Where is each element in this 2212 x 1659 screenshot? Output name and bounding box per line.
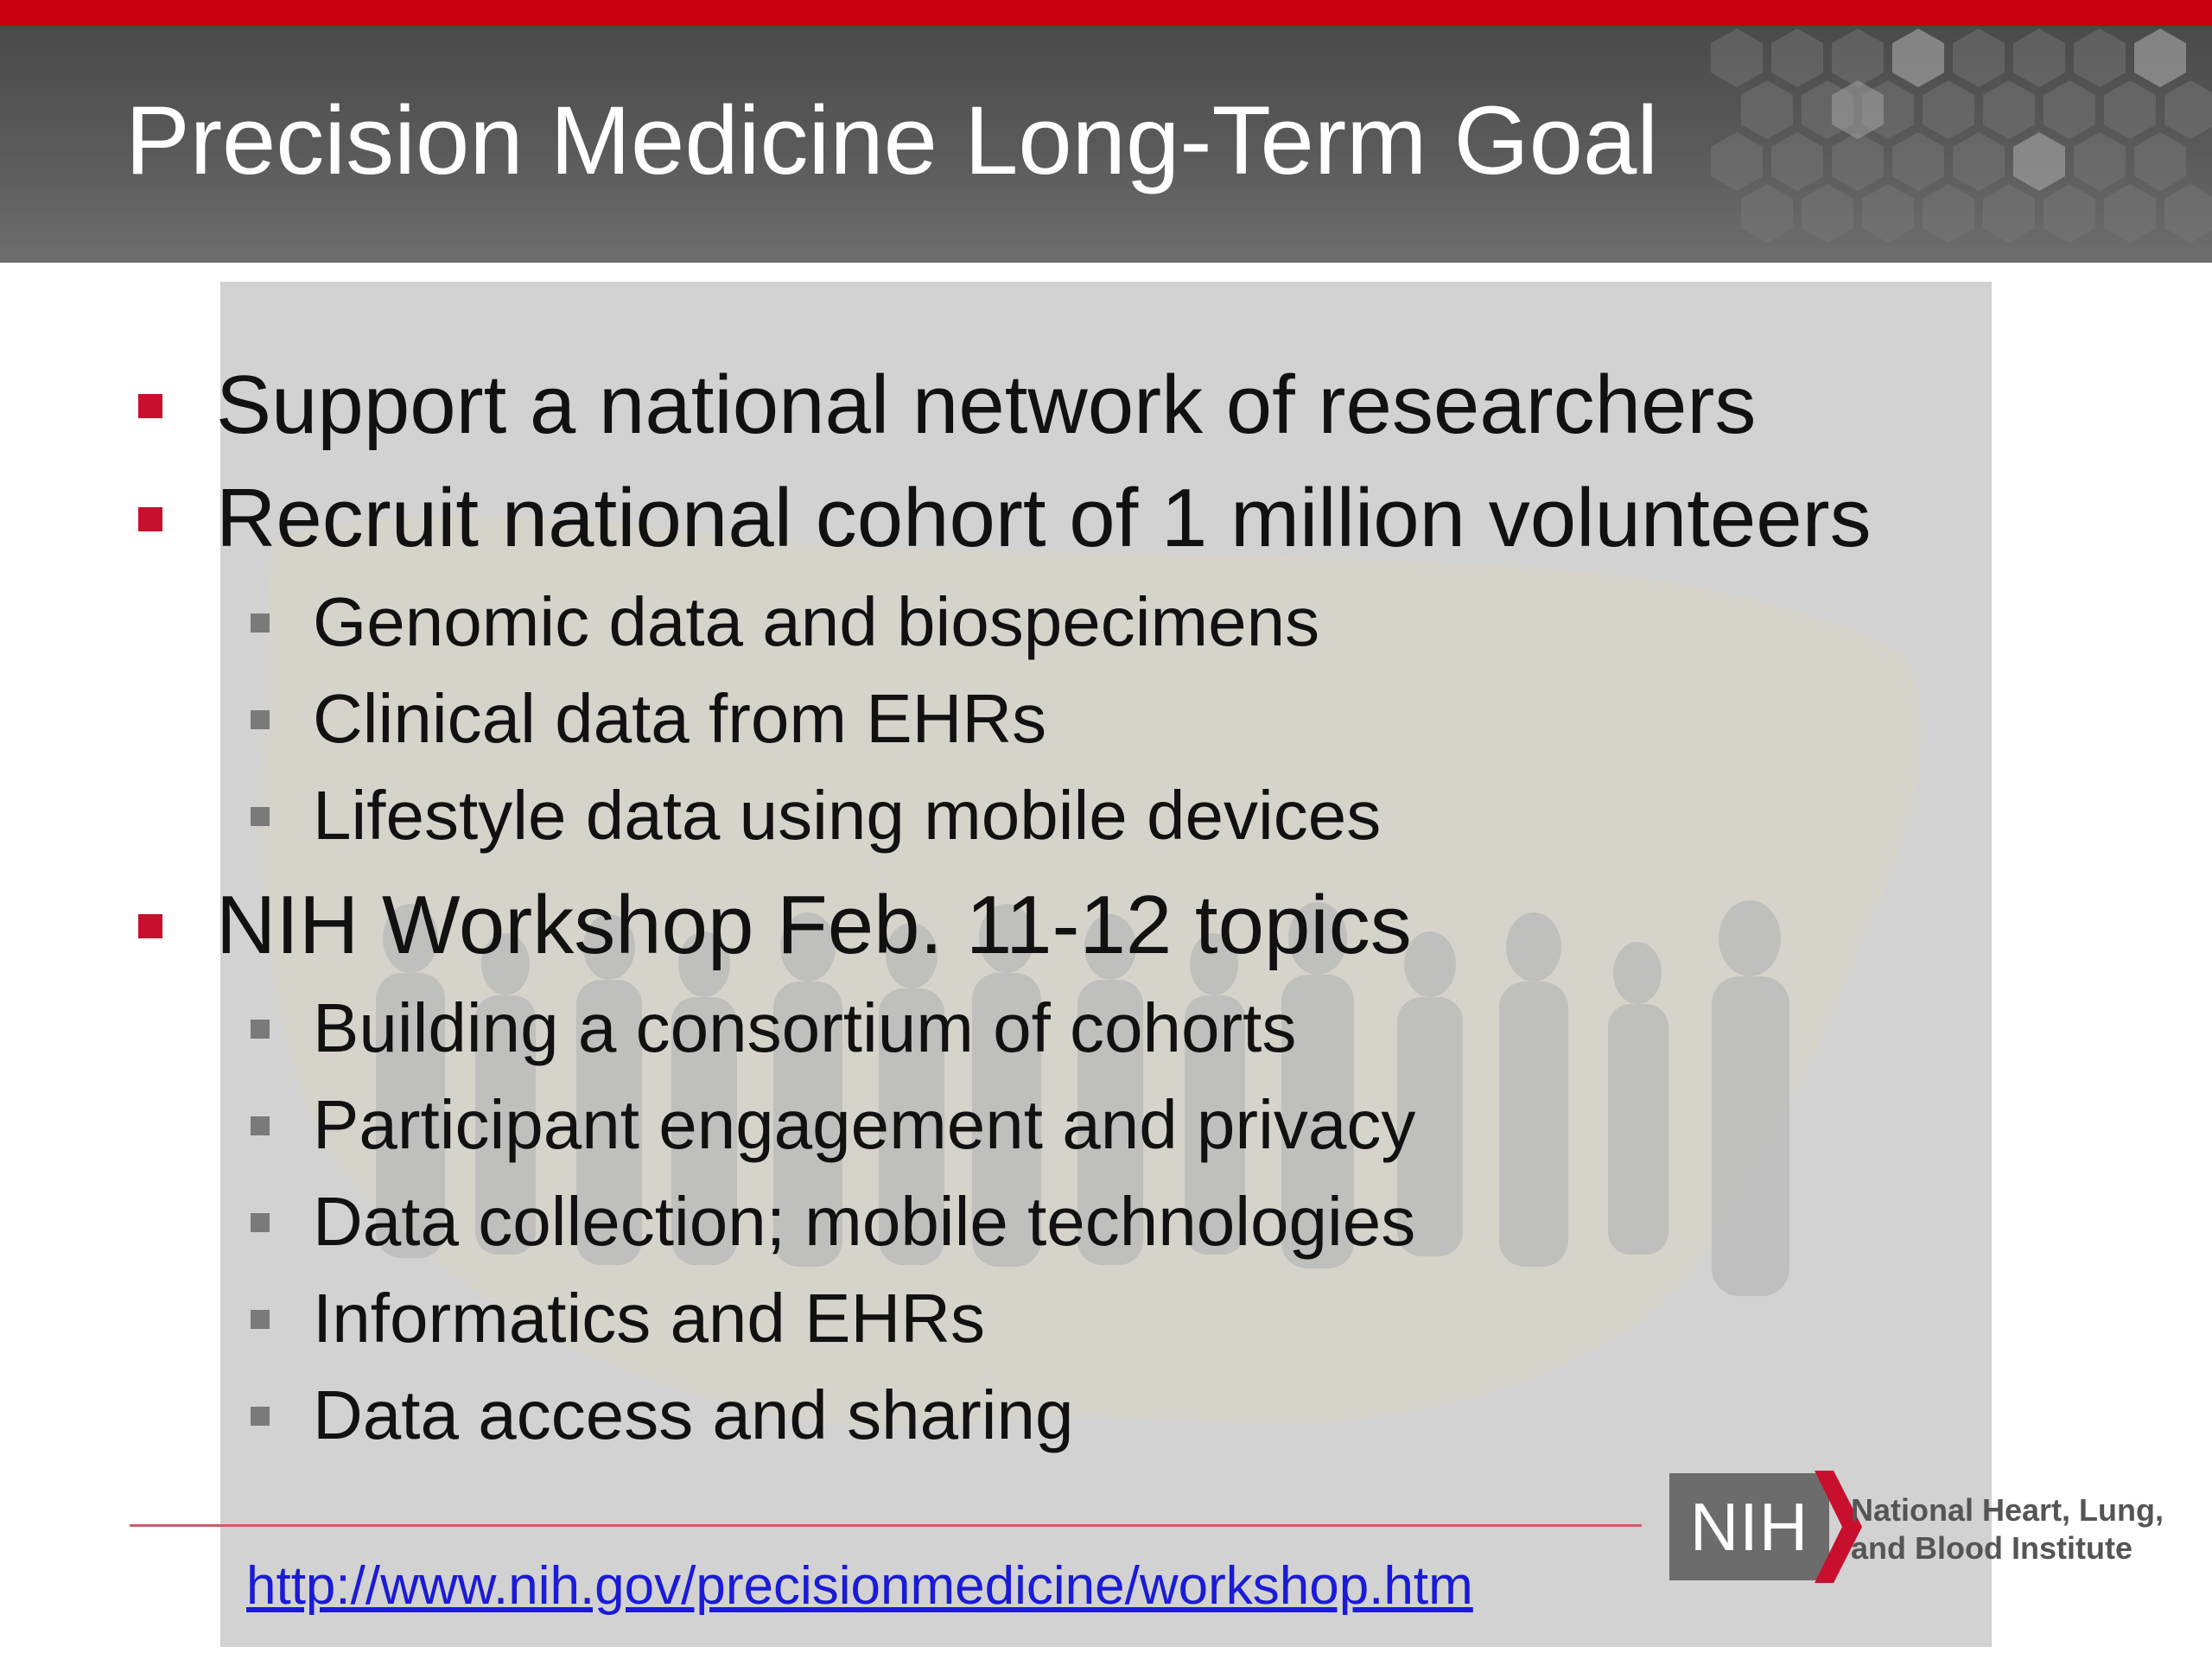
slide-title: Precision Medicine Long-Term Goal bbox=[125, 86, 1659, 194]
bullet-square-icon bbox=[138, 394, 162, 418]
bullet-text: Lifestyle data using mobile devices bbox=[313, 777, 1382, 854]
bullet-text: Data collection; mobile technologies bbox=[313, 1183, 1416, 1260]
bullet-text: Support a national network of researchers bbox=[216, 359, 1757, 451]
bullet-text: Recruit national cohort of 1 million volunteers bbox=[216, 472, 1872, 564]
sub-bullet-square-icon bbox=[251, 1213, 270, 1232]
sub-bullet-square-icon bbox=[251, 710, 270, 729]
nih-abbr: NIH bbox=[1689, 1489, 1809, 1565]
sub-bullet-square-icon bbox=[251, 1310, 270, 1329]
bullet-text: Clinical data from EHRs bbox=[313, 680, 1047, 757]
bullet-text: Genomic data and biospecimens bbox=[313, 583, 1320, 660]
bullet-text: Informatics and EHRs bbox=[313, 1280, 986, 1357]
bullet-square-icon bbox=[138, 914, 162, 938]
sub-bullet-square-icon bbox=[251, 1116, 270, 1135]
sub-bullet-square-icon bbox=[251, 1407, 270, 1426]
institute-name-line2: and Blood Institute bbox=[1851, 1530, 2133, 1566]
footer-divider bbox=[130, 1524, 1642, 1527]
sub-bullet-square-icon bbox=[251, 807, 270, 826]
bullet-text: Building a consortium of cohorts bbox=[313, 989, 1297, 1066]
bullet-text: Participant engagement and privacy bbox=[313, 1086, 1416, 1163]
workshop-link[interactable]: http://www.nih.gov/precisionmedicine/workshop.htm bbox=[246, 1556, 1473, 1616]
bullet-text: Data access and sharing bbox=[313, 1376, 1074, 1453]
institute-name bbox=[1851, 1491, 2188, 1567]
bullet-square-icon bbox=[138, 507, 162, 531]
bullet-text: NIH Workshop Feb. 11-12 topics bbox=[216, 879, 1412, 971]
nih-nhlbi-logo bbox=[1669, 1471, 2188, 1583]
nih-logo-box bbox=[1669, 1473, 1829, 1580]
sub-bullet-square-icon bbox=[251, 1020, 270, 1039]
institute-name-line1: National Heart, Lung, bbox=[1851, 1492, 2164, 1528]
sub-bullet-square-icon bbox=[251, 613, 270, 632]
